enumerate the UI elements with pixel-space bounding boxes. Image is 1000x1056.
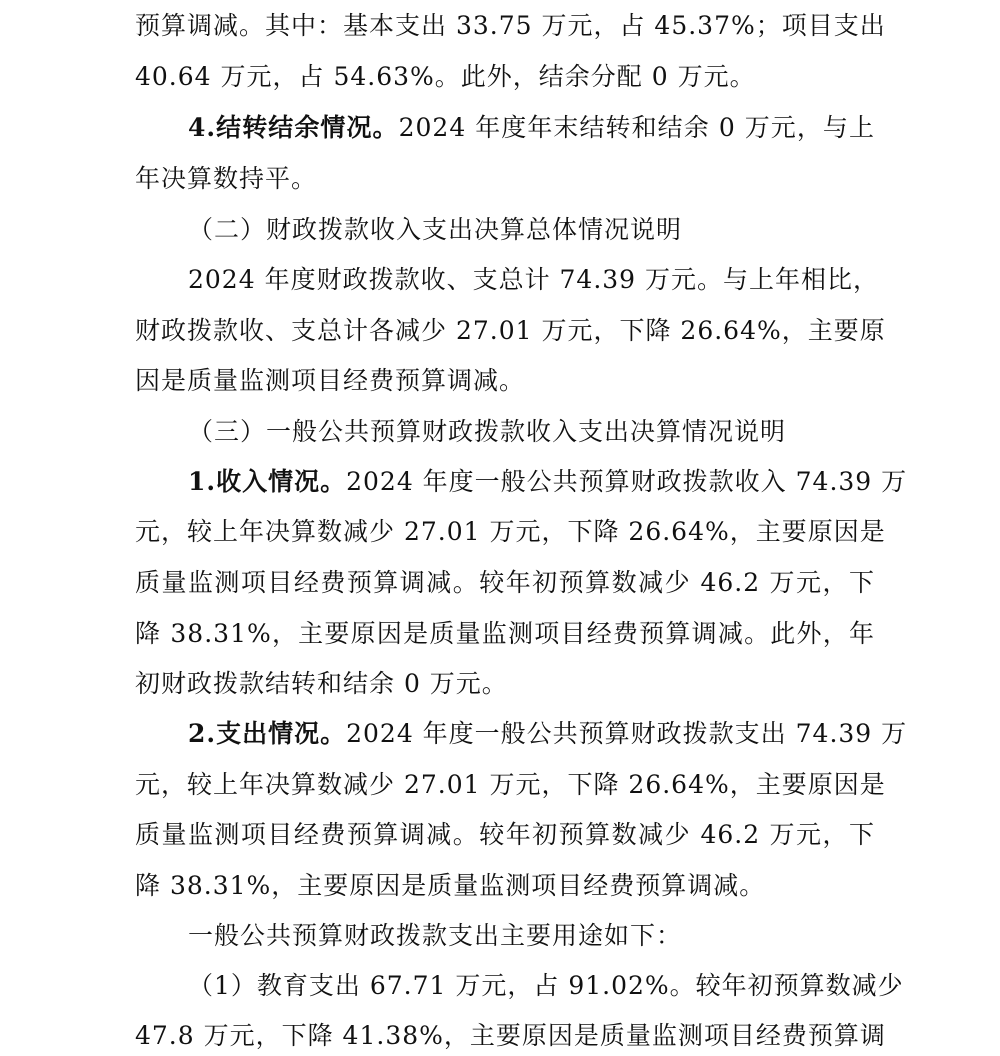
paragraph-line [135,6,886,46]
text-run: 质量监测项目经费预算调减。较年初预算数减少 46.2 万元，下 [135,820,875,849]
paragraph-line [135,866,875,906]
bold-heading: 4.结转结余情况。 [188,113,399,142]
text-run: 47.8 万元，下降 41.38%，主要原因是质量监测项目经费预算调 [135,1021,886,1050]
paragraph-line [135,664,875,704]
paragraph-line [135,563,875,603]
section-heading [188,210,928,250]
text-run: 降 38.31%，主要原因是质量监测项目经费预算调减。 [135,871,766,900]
text-run: （三）一般公共预算财政拨款收入支出决算情况说明 [188,417,787,446]
paragraph-line [135,361,875,401]
bold-heading: 1.收入情况。 [188,467,347,496]
text-run: 降 38.31%，主要原因是质量监测项目经费预算调减。此外，年 [135,619,875,648]
text-run: 初财政拨款结转和结余 0 万元。 [135,669,508,698]
text-run: 年决算数持平。 [135,164,318,193]
text-run: 预算调减。其中：基本支出 33.75 万元，占 45.37%；项目支出 [135,11,886,40]
paragraph-line [188,260,880,300]
paragraph-line [135,512,886,552]
text-run: 2024 年度一般公共预算财政拨款收入 74.39 万 [346,467,908,496]
paragraph-line [135,57,875,97]
text-run: 40.64 万元，占 54.63%。此外，结余分配 0 万元。 [135,62,756,91]
text-run: 财政拨款收、支总计各减少 27.01 万元，下降 26.64%，主要原 [135,316,886,345]
paragraph-line [188,916,928,956]
text-run: 2024 年度财政拨款收、支总计 74.39 万元。与上年相比， [188,265,880,294]
paragraph-line [135,815,875,855]
text-run: 一般公共预算财政拨款支出主要用途如下： [188,921,683,950]
section-heading [188,412,928,452]
paragraph-line [188,966,904,1006]
text-run: 2024 年度年末结转和结余 0 万元，与上 [398,113,875,142]
paragraph-line [135,1016,886,1056]
bold-heading: 2.支出情况。 [188,719,347,748]
text-run: 因是质量监测项目经费预算调减。 [135,366,526,395]
text-run: 2024 年度一般公共预算财政拨款支出 74.39 万 [346,719,908,748]
text-run: 质量监测项目经费预算调减。较年初预算数减少 46.2 万元，下 [135,568,875,597]
paragraph-line [135,159,875,199]
section-heading-line [188,108,875,148]
section-heading-line [188,462,908,502]
paragraph-line [135,614,875,654]
text-run: 元，较上年决算数减少 27.01 万元，下降 26.64%，主要原因是 [135,517,886,546]
paragraph-line [135,311,886,351]
text-run: 元，较上年决算数减少 27.01 万元，下降 26.64%，主要原因是 [135,770,886,799]
text-run: （1）教育支出 67.71 万元，占 91.02%。较年初预算数减少 [188,971,904,1000]
text-run: （二）财政拨款收入支出决算总体情况说明 [188,215,683,244]
section-heading-line [188,714,908,754]
paragraph-line [135,765,886,805]
